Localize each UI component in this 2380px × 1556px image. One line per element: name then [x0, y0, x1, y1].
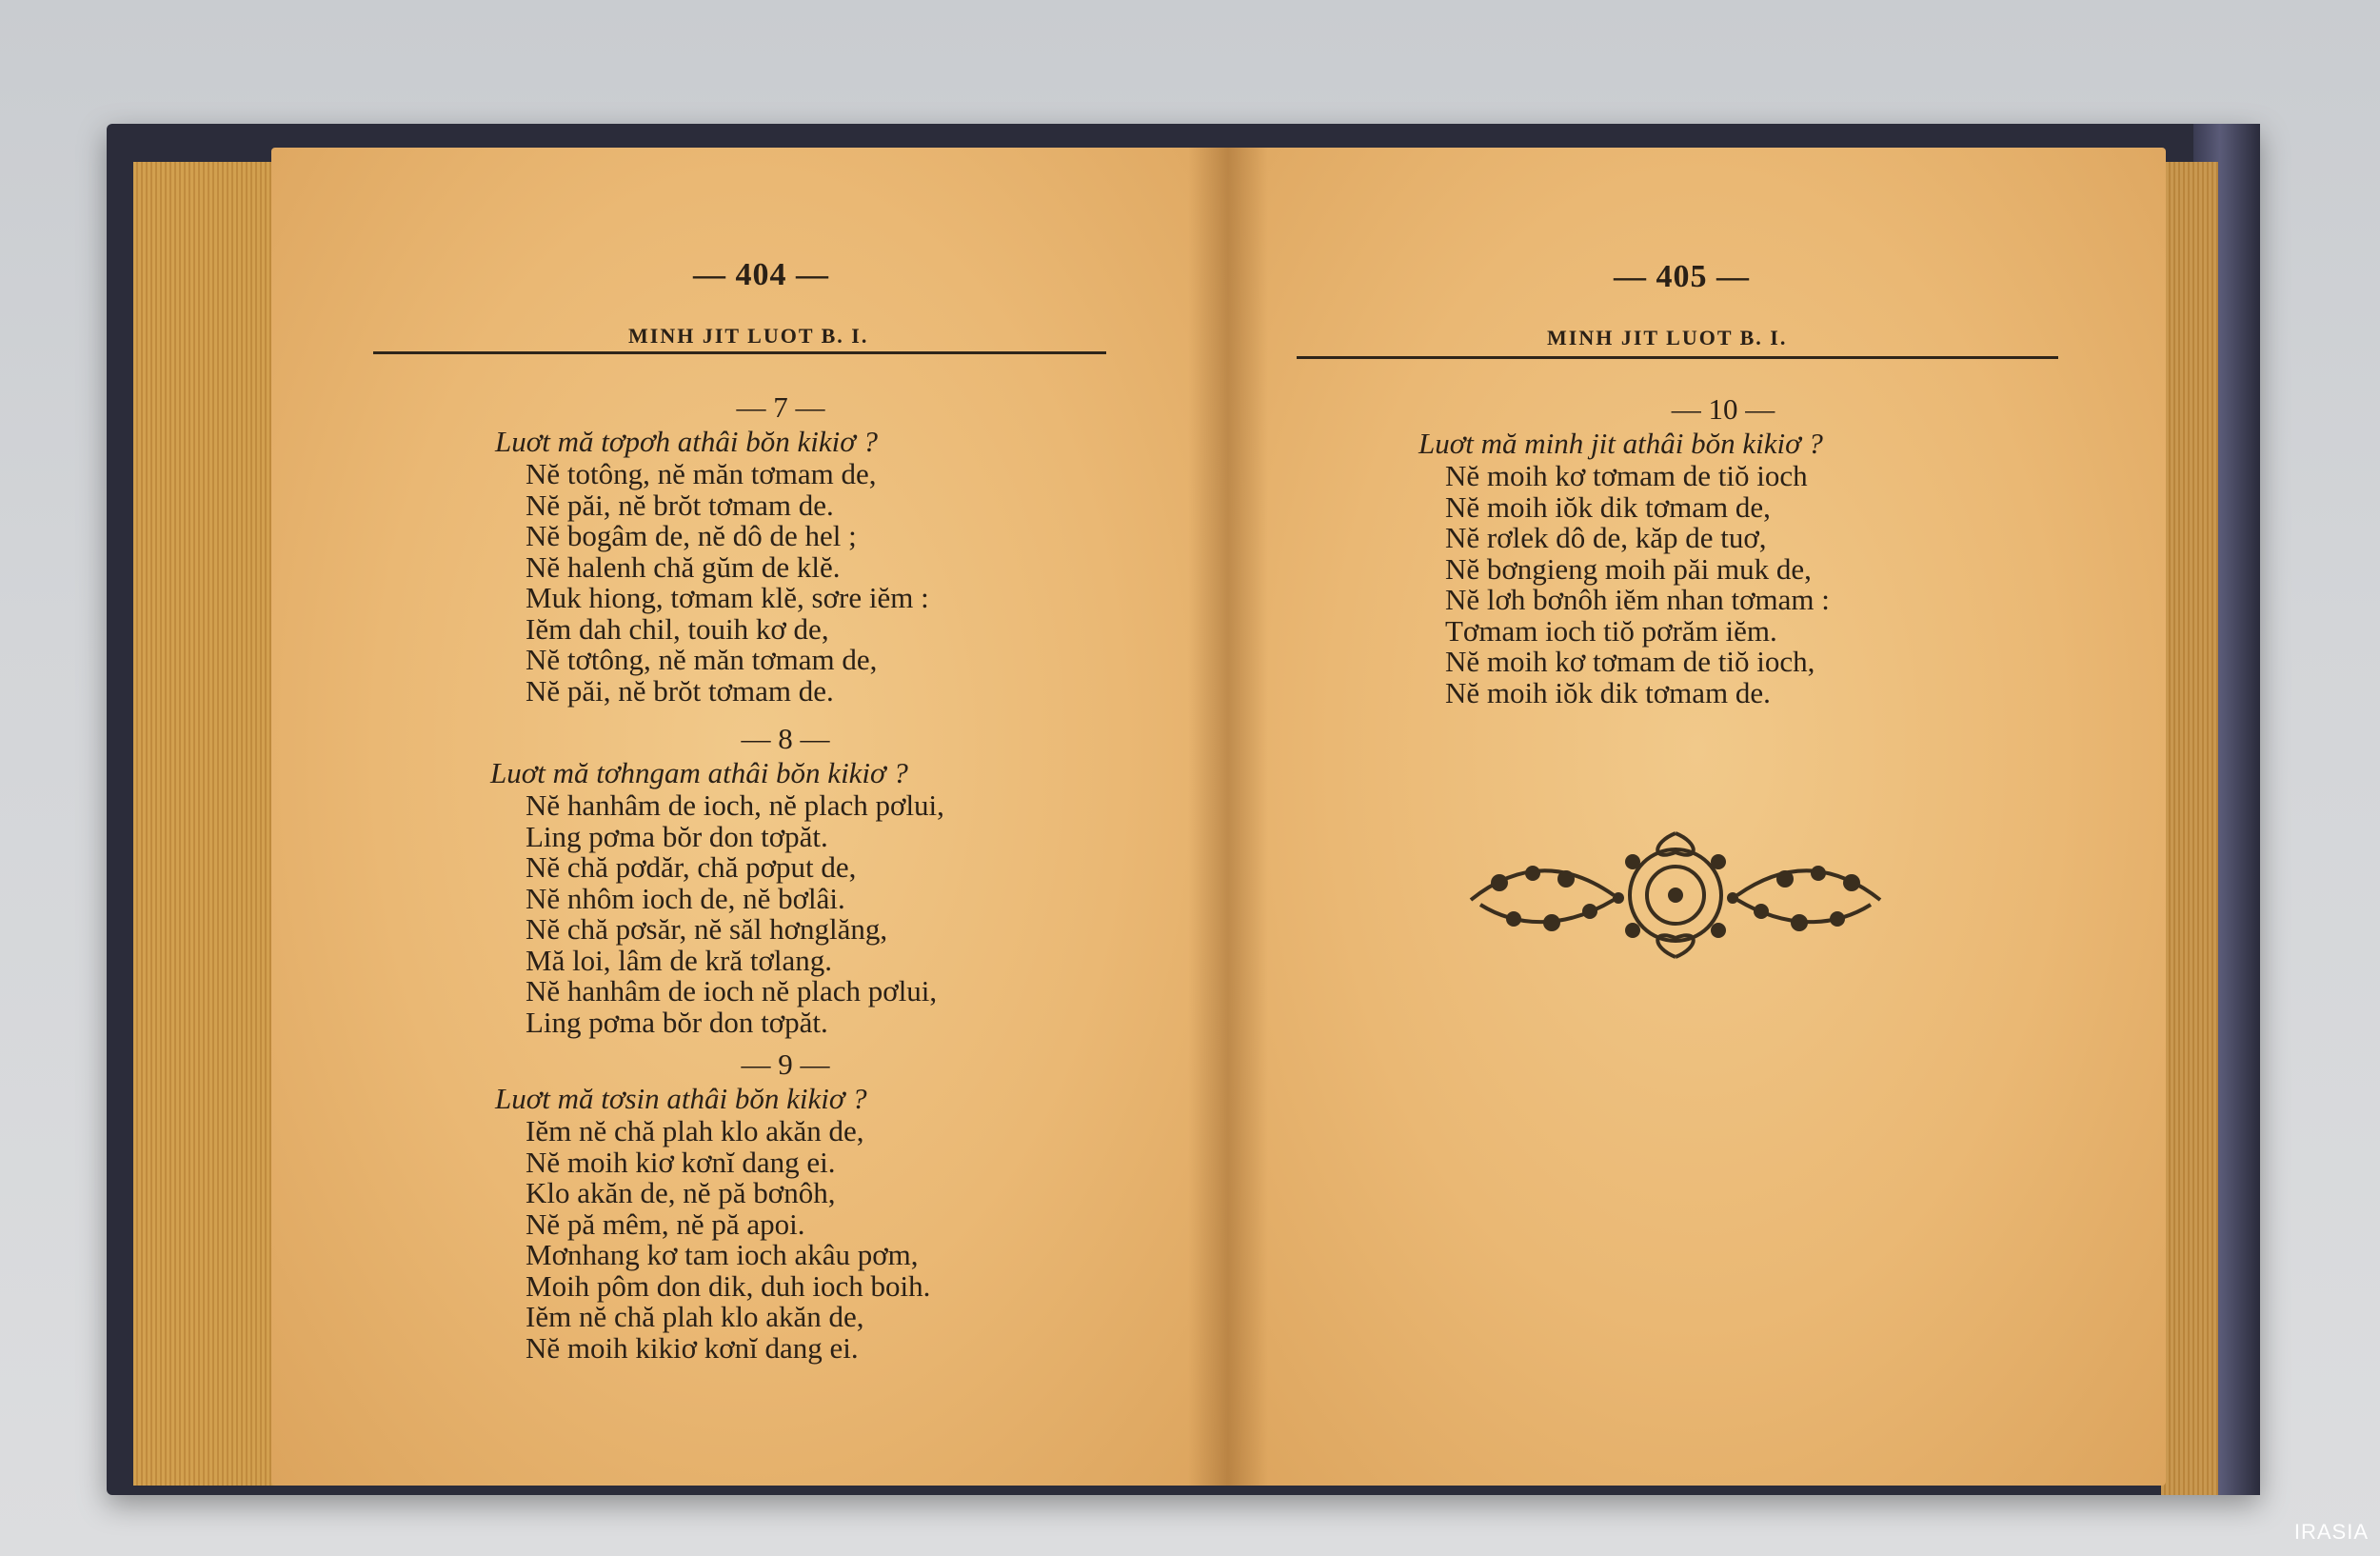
verse-line: Nĕ păi, nĕ brŏt tơmam de.: [526, 673, 834, 708]
section-question: Luơt mă minh jit athâi bŏn kikiơ ?: [1418, 427, 1823, 460]
section-number: — 10 —: [1671, 392, 1775, 426]
verse-line: Ling pơma bŏr don tơpăt.: [526, 819, 828, 853]
page-number-right: — 405 —: [1614, 259, 1750, 294]
floral-vignette-icon: [1461, 824, 1890, 967]
section-number: — 9 —: [741, 1047, 830, 1081]
verse-line: Nĕ moih kơ tơmam de tiŏ ioch,: [1445, 645, 1815, 678]
verse-line: Iĕm nĕ chă plah klo akăn de,: [526, 1114, 864, 1147]
verse-line: Nĕ moih iŏk dik tơmam de,: [1445, 489, 1771, 524]
page-number-left: — 404 —: [693, 257, 829, 292]
verse-line: Nĕ hanhâm de ioch, nĕ plach pơlui,: [526, 788, 944, 822]
verse-line: Nĕ halenh chă gŭm de klĕ.: [526, 549, 841, 584]
verse-line: Nĕ hanhâm de ioch nĕ plach pơlui,: [526, 974, 938, 1007]
header-rule-right: [1297, 356, 2058, 359]
verse-line: Mă loi, lâm de kră tơlang.: [526, 943, 833, 977]
verse-line: Nĕ păi, nĕ brŏt tơmam de.: [526, 488, 834, 522]
section-question: Luơt mă tơsin athâi bŏn kikiơ ?: [495, 1082, 867, 1115]
section-number: — 8 —: [741, 722, 830, 755]
section-question: Luơt mă tơhngam athâi bŏn kikiơ ?: [490, 756, 908, 789]
verse-line: Nĕ moih iŏk dik tơmam de.: [1445, 675, 1771, 709]
verse-section-10: [1418, 392, 2028, 708]
verse-line: Nĕ pă mêm, nĕ pă apoi.: [526, 1207, 805, 1241]
page-edges-left: [133, 162, 276, 1486]
verse-line: Ling pơma bŏr don tơpăt.: [526, 1005, 828, 1039]
verse-line: Iĕm dah chil, touih kơ de,: [526, 611, 829, 646]
section-number: — 7 —: [736, 390, 825, 424]
header-rule-left: [373, 351, 1106, 354]
verse-line: Nĕ bơngieng moih păi muk de,: [1445, 551, 1812, 586]
verse-line: Nĕ moih kơ tơmam de tiŏ ioch: [1445, 459, 1808, 492]
verse-line: Nĕ rơlek dô de, kăp de tuơ,: [1445, 521, 1767, 554]
verse-line: Nĕ totông, nĕ măn tơmam de,: [526, 457, 877, 490]
verse-line: Nĕ chă pơdăr, chă pơput de,: [526, 850, 857, 884]
verse-line: Nĕ chă pơsăr, nĕ săl hơnglăng,: [526, 912, 888, 946]
section-question: Luơt mă tơpơh athâi bŏn kikiơ ?: [495, 425, 879, 458]
verse-line: Tơmam ioch tiŏ pơrăm iĕm.: [1445, 613, 1777, 648]
running-head-left: MINH JIT LUOT B. I.: [628, 324, 869, 348]
verse-line: Nĕ tơtông, nĕ măn tơmam de,: [526, 643, 878, 676]
verse-line: Nĕ moih kikiơ kơnĭ dang ei.: [526, 1330, 859, 1365]
book-gutter: [1188, 148, 1268, 1486]
running-head-right: MINH JIT LUOT B. I.: [1547, 326, 1788, 349]
verse-line: Iĕm nĕ chă plah klo akăn de,: [526, 1300, 864, 1333]
watermark: IRASIA: [2293, 1520, 2369, 1544]
verse-section-8: [490, 722, 1081, 1038]
verse-line: Nĕ lơh bơnôh iĕm nhan tơmam :: [1445, 583, 1830, 616]
verse-line: Nĕ bogâm de, nĕ dô de hel ;: [526, 519, 857, 552]
page-edges-right: [2161, 162, 2218, 1495]
verse-line: Muk hiong, tơmam klĕ, sơre iĕm :: [526, 581, 929, 614]
verse-line: Mơnhang kơ tam ioch akâu pơm,: [526, 1238, 919, 1271]
verse-section-9: [495, 1047, 1076, 1364]
verse-line: Klo akăn de, nĕ pă bơnôh,: [526, 1176, 836, 1209]
verse-line: Nĕ moih kiơ kơnĭ dang ei.: [526, 1145, 836, 1179]
verse-line: Nĕ nhôm ioch de, nĕ bơlâi.: [526, 881, 845, 915]
verse-line: Moih pôm don dik, duh ioch boih.: [526, 1268, 931, 1303]
verse-section-7: [495, 390, 1066, 707]
